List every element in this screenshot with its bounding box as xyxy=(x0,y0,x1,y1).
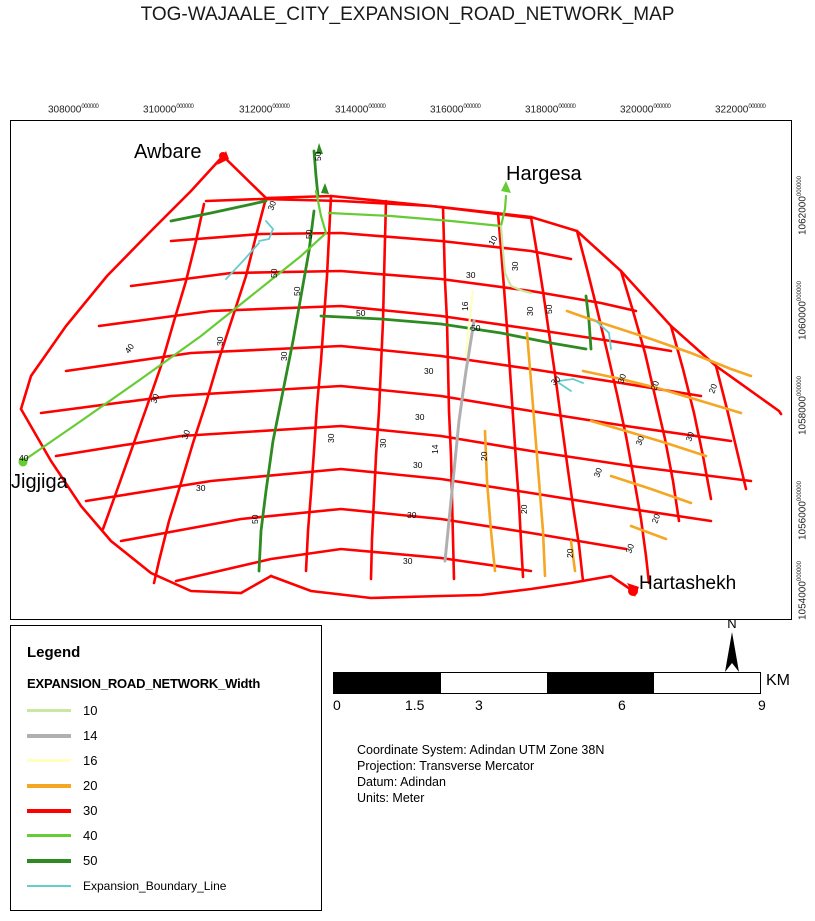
svg-text:50: 50 xyxy=(313,151,323,161)
map-canvas[interactable] xyxy=(10,120,792,620)
svg-text:30: 30 xyxy=(148,392,162,405)
svg-text:30: 30 xyxy=(413,460,423,470)
legend-panel xyxy=(10,625,322,911)
legend-item xyxy=(27,873,307,898)
legend-item xyxy=(27,748,307,773)
scale-tick: 3 xyxy=(475,697,483,713)
legend-label: 14 xyxy=(83,728,98,743)
svg-text:30: 30 xyxy=(196,483,206,493)
place-label-hartashekh: Hartashekh xyxy=(639,573,737,594)
north-arrow-label: N xyxy=(727,616,737,631)
svg-text:30: 30 xyxy=(525,306,535,316)
scale-segment xyxy=(547,673,654,693)
svg-text:20: 20 xyxy=(648,379,662,392)
road-network-svg xyxy=(11,121,791,619)
svg-text:50: 50 xyxy=(292,286,302,296)
svg-text:30: 30 xyxy=(407,510,417,520)
right-axis-tick: $1060000^{000000}$ xyxy=(797,281,809,340)
svg-text:30: 30 xyxy=(279,351,289,361)
legend-swatch-40 xyxy=(27,834,71,837)
top-axis-tick: $310000^{000000}$ xyxy=(143,104,194,116)
svg-text:20: 20 xyxy=(706,382,720,395)
top-axis-tick: $308000^{000000}$ xyxy=(48,104,99,116)
legend-item xyxy=(27,698,307,723)
scale-tick: 9 xyxy=(758,697,766,713)
svg-text:30: 30 xyxy=(510,261,520,271)
legend-label: 16 xyxy=(83,753,98,768)
scale-tick: 0 xyxy=(333,697,341,713)
legend-label: 20 xyxy=(83,778,98,793)
svg-text:20: 20 xyxy=(479,451,489,461)
svg-text:30: 30 xyxy=(403,556,413,566)
legend-swatch-16 xyxy=(27,759,71,762)
svg-text:30: 30 xyxy=(623,542,637,555)
svg-text:40: 40 xyxy=(19,453,29,463)
scale-segment xyxy=(334,673,441,693)
svg-text:30: 30 xyxy=(326,433,336,443)
svg-text:30: 30 xyxy=(466,270,476,280)
svg-text:50: 50 xyxy=(471,323,481,333)
svg-text:30: 30 xyxy=(548,373,563,388)
legend-title: Legend xyxy=(27,644,81,661)
svg-text:50: 50 xyxy=(544,304,554,314)
legend-subtitle: EXPANSION_ROAD_NETWORK_Width xyxy=(27,676,261,691)
scale-segment xyxy=(441,673,548,693)
right-axis-tick: $1054000^{000000}$ xyxy=(797,561,809,620)
place-label-awbare: Awbare xyxy=(134,141,202,163)
svg-text:20: 20 xyxy=(519,504,529,514)
road-layer-green10 xyxy=(501,226,531,293)
right-coordinate-axis xyxy=(795,0,815,921)
scale-tick: 1.5 xyxy=(405,697,425,713)
terminal-markers xyxy=(19,143,640,597)
svg-text:30: 30 xyxy=(615,372,629,385)
svg-text:30: 30 xyxy=(179,428,193,441)
top-axis-tick: $320000^{000000}$ xyxy=(620,104,671,116)
svg-text:50: 50 xyxy=(269,268,279,278)
right-axis-tick: $1062000^{000000}$ xyxy=(797,176,809,235)
legend-label: 50 xyxy=(83,853,98,868)
north-arrow xyxy=(712,617,752,677)
svg-text:30: 30 xyxy=(215,336,225,346)
crs-coordinate-system: Coordinate System: Adindan UTM Zone 38N xyxy=(357,743,605,757)
top-coordinate-axis xyxy=(0,104,815,120)
svg-text:50: 50 xyxy=(250,514,260,524)
svg-text:14: 14 xyxy=(430,444,440,454)
legend-label: 10 xyxy=(83,703,98,718)
scale-tick-labels xyxy=(320,697,790,715)
legend-item xyxy=(27,823,307,848)
scale-unit-label: KM xyxy=(766,672,790,689)
legend-label: 40 xyxy=(83,828,98,843)
legend-swatch-50 xyxy=(27,859,71,863)
legend-item xyxy=(27,773,307,798)
legend-swatch-14 xyxy=(27,734,71,738)
legend-item xyxy=(27,848,307,873)
svg-text:30: 30 xyxy=(683,430,697,443)
right-axis-tick: $1058000^{000000}$ xyxy=(797,376,809,435)
legend-swatch-20 xyxy=(27,784,71,788)
svg-text:20: 20 xyxy=(565,548,575,558)
top-axis-tick: $314000^{000000}$ xyxy=(335,104,386,116)
crs-units: Units: Meter xyxy=(357,791,425,805)
top-axis-tick: $312000^{000000}$ xyxy=(239,104,290,116)
place-label-jigjiga: Jigjiga xyxy=(11,471,68,493)
north-arrow-icon xyxy=(712,630,752,675)
top-axis-tick: $318000^{000000}$ xyxy=(525,104,576,116)
top-axis-tick: $316000^{000000}$ xyxy=(430,104,481,116)
road-layer-orange20 xyxy=(485,311,751,576)
svg-text:40: 40 xyxy=(122,341,137,356)
legend-item xyxy=(27,798,307,823)
svg-text:50: 50 xyxy=(356,308,366,318)
road-width-labels xyxy=(19,151,719,566)
page-title: TOG-WAJAALE_CITY_EXPANSION_ROAD_NETWORK_MAP xyxy=(140,4,675,25)
legend-label: 30 xyxy=(83,803,98,818)
svg-text:30: 30 xyxy=(424,366,434,376)
road-layer-red xyxy=(21,156,781,598)
legend-swatch-boundary xyxy=(27,885,71,887)
road-layer-green40 xyxy=(23,191,506,461)
legend-label: Expansion_Boundary_Line xyxy=(83,878,227,893)
svg-text:30: 30 xyxy=(415,412,425,422)
legend-items xyxy=(27,698,307,898)
scale-tick: 6 xyxy=(618,697,626,713)
crs-projection: Projection: Transverse Mercator xyxy=(357,759,535,773)
place-label-hargesa: Hargesa xyxy=(506,163,582,185)
svg-text:10: 10 xyxy=(486,233,500,247)
legend-swatch-10 xyxy=(27,709,71,712)
legend-swatch-30 xyxy=(27,809,71,813)
crs-info-block xyxy=(357,742,604,806)
svg-text:50: 50 xyxy=(304,229,314,239)
svg-text:30: 30 xyxy=(633,434,647,447)
legend-item xyxy=(27,723,307,748)
svg-text:30: 30 xyxy=(378,438,388,448)
scale-bar xyxy=(333,672,761,694)
crs-datum: Datum: Adindan xyxy=(357,775,446,789)
right-axis-tick: $1056000^{000000}$ xyxy=(797,481,809,540)
top-axis-tick: $322000^{000000}$ xyxy=(715,104,766,116)
svg-text:30: 30 xyxy=(591,466,605,479)
svg-text:16: 16 xyxy=(460,301,470,311)
svg-text:20: 20 xyxy=(649,512,663,525)
svg-text:30: 30 xyxy=(265,199,279,212)
scale-segment xyxy=(654,673,761,693)
